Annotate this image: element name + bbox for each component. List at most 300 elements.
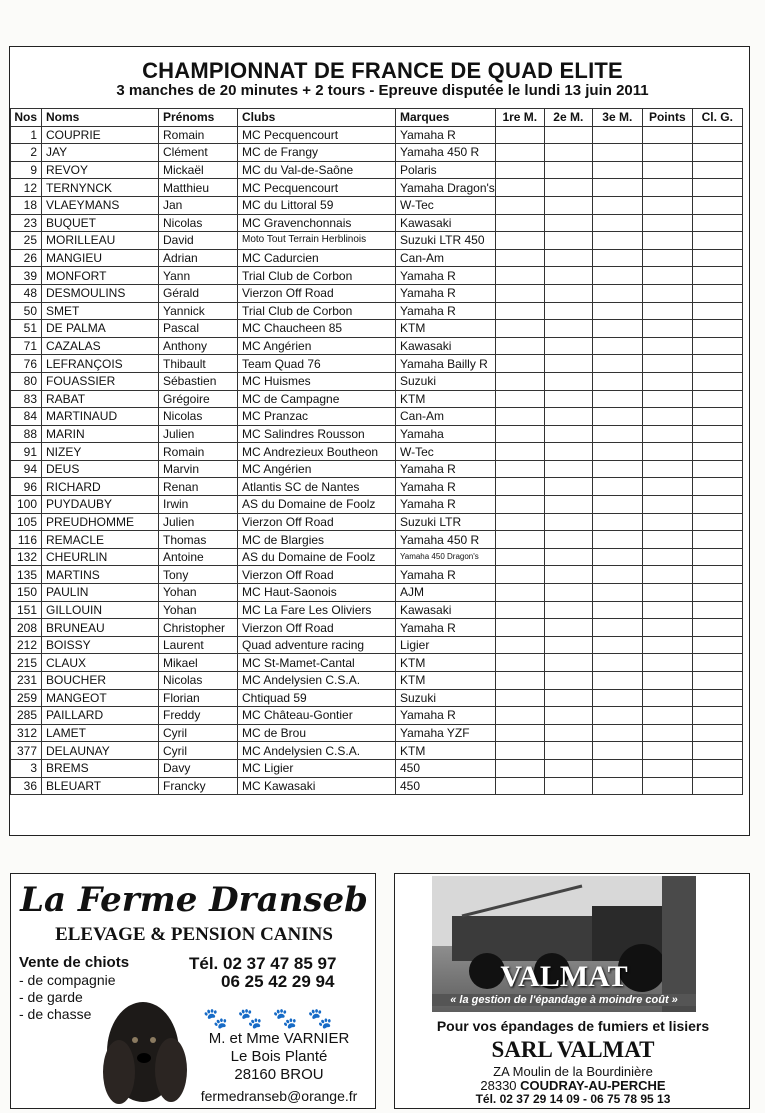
cell-classement (692, 284, 742, 302)
valmat-city: COUDRAY-AU-PERCHE (520, 1078, 666, 1093)
cell-manche-3 (592, 742, 642, 760)
cell-points (642, 161, 692, 179)
cell-no: 116 (11, 531, 42, 549)
cell-nom: CHEURLIN (42, 548, 159, 566)
table-row (11, 337, 743, 355)
dog-image (101, 992, 191, 1110)
valmat-tagline: Pour vos épandages de fumiers et lisiers (436, 1018, 710, 1034)
cell-points (642, 408, 692, 426)
cell-points (642, 672, 692, 690)
cell-prenom: Thomas (159, 531, 238, 549)
cell-no: 80 (11, 372, 42, 390)
cell-marque: Yamaha R (396, 126, 496, 144)
cell-marque: Yamaha Bailly R (396, 355, 496, 373)
table-row (11, 425, 743, 443)
table-row (11, 759, 743, 777)
table-row (11, 777, 743, 795)
cell-club: Team Quad 76 (238, 355, 396, 373)
cell-nom: CAZALAS (42, 337, 159, 355)
cell-club: MC Gravenchonnais (238, 214, 396, 232)
cell-marque: KTM (396, 672, 496, 690)
cell-club: Trial Club de Corbon (238, 302, 396, 320)
cell-nom: NIZEY (42, 443, 159, 461)
cell-no: 26 (11, 249, 42, 267)
ferme-place: Le Bois Planté (230, 1048, 328, 1065)
cell-prenom: Laurent (159, 636, 238, 654)
cell-manche-2 (544, 144, 592, 162)
cell-classement (692, 302, 742, 320)
cell-no: 151 (11, 601, 42, 619)
cell-prenom: Clément (159, 144, 238, 162)
cell-manche-2 (544, 372, 592, 390)
cell-marque: 450 (396, 777, 496, 795)
cell-no: 100 (11, 496, 42, 514)
cell-manche-2 (544, 548, 592, 566)
cell-no: 105 (11, 513, 42, 531)
table-row (11, 619, 743, 637)
table-row (11, 672, 743, 690)
cell-manche-3 (592, 619, 642, 637)
cell-no: 3 (11, 759, 42, 777)
cell-prenom: Antoine (159, 548, 238, 566)
cell-manche-3 (592, 267, 642, 285)
cell-marque: Kawasaki (396, 601, 496, 619)
cell-points (642, 513, 692, 531)
cell-points (642, 742, 692, 760)
cell-club: MC Angérien (238, 337, 396, 355)
cell-nom: BOUCHER (42, 672, 159, 690)
cell-classement (692, 320, 742, 338)
cell-manche-1 (495, 707, 544, 725)
cell-nom: PUYDAUBY (42, 496, 159, 514)
cell-manche-2 (544, 777, 592, 795)
cell-manche-2 (544, 460, 592, 478)
header-nom: Noms (42, 109, 159, 127)
cell-classement (692, 601, 742, 619)
cell-club: Vierzon Off Road (238, 619, 396, 637)
cell-prenom: Pascal (159, 320, 238, 338)
cell-no: 231 (11, 672, 42, 690)
cell-manche-1 (495, 214, 544, 232)
table-row (11, 390, 743, 408)
cell-no: 208 (11, 619, 42, 637)
cell-manche-2 (544, 443, 592, 461)
cell-marque: Yamaha (396, 425, 496, 443)
cell-nom: LEFRANÇOIS (42, 355, 159, 373)
cell-points (642, 390, 692, 408)
cell-points (642, 707, 692, 725)
cell-prenom: Nicolas (159, 214, 238, 232)
cell-manche-3 (592, 531, 642, 549)
cell-marque: Yamaha R (396, 566, 496, 584)
cell-classement (692, 355, 742, 373)
cell-club: MC Ligier (238, 759, 396, 777)
cell-manche-3 (592, 689, 642, 707)
cell-no: 9 (11, 161, 42, 179)
cell-classement (692, 566, 742, 584)
cell-prenom: Tony (159, 566, 238, 584)
header-prenom: Prénoms (159, 109, 238, 127)
cell-marque: Polaris (396, 161, 496, 179)
cell-manche-3 (592, 284, 642, 302)
table-row (11, 144, 743, 162)
cell-manche-2 (544, 636, 592, 654)
cell-manche-3 (592, 759, 642, 777)
cell-nom: RABAT (42, 390, 159, 408)
cell-manche-2 (544, 355, 592, 373)
cell-manche-1 (495, 337, 544, 355)
cell-manche-3 (592, 372, 642, 390)
cell-manche-2 (544, 689, 592, 707)
cell-nom: CLAUX (42, 654, 159, 672)
cell-club: MC Pecquencourt (238, 126, 396, 144)
cell-manche-3 (592, 302, 642, 320)
cell-classement (692, 478, 742, 496)
cell-points (642, 355, 692, 373)
ferme-tel-2: 06 25 42 29 94 (221, 972, 335, 991)
cell-marque: W-Tec (396, 443, 496, 461)
cell-nom: BRUNEAU (42, 619, 159, 637)
cell-points (642, 531, 692, 549)
table-row (11, 636, 743, 654)
table-row (11, 531, 743, 549)
cell-no: 25 (11, 232, 42, 250)
cell-manche-3 (592, 636, 642, 654)
cell-manche-1 (495, 724, 544, 742)
cell-points (642, 284, 692, 302)
cell-prenom: Sébastien (159, 372, 238, 390)
cell-classement (692, 742, 742, 760)
cell-marque: Yamaha 450 R (396, 531, 496, 549)
cell-points (642, 654, 692, 672)
cell-points (642, 302, 692, 320)
table-row (11, 214, 743, 232)
cell-manche-3 (592, 390, 642, 408)
cell-manche-1 (495, 777, 544, 795)
cell-club: Vierzon Off Road (238, 513, 396, 531)
cell-manche-2 (544, 302, 592, 320)
cell-marque: AJM (396, 584, 496, 602)
cell-club: MC Kawasaki (238, 777, 396, 795)
cell-club: MC Cadurcien (238, 249, 396, 267)
cell-manche-2 (544, 267, 592, 285)
cell-club: MC Andrezieux Boutheon (238, 443, 396, 461)
cell-no: 312 (11, 724, 42, 742)
cell-manche-2 (544, 337, 592, 355)
cell-club: MC Chaucheen 85 (238, 320, 396, 338)
cell-manche-3 (592, 196, 642, 214)
cell-club: MC Huismes (238, 372, 396, 390)
table-row (11, 179, 743, 197)
header-points: Points (642, 109, 692, 127)
cell-nom: LAMET (42, 724, 159, 742)
cell-manche-3 (592, 460, 642, 478)
valmat-city-line (395, 1078, 751, 1093)
cell-prenom: Yann (159, 267, 238, 285)
cell-points (642, 179, 692, 197)
cell-club: MC du Littoral 59 (238, 196, 396, 214)
cell-marque: W-Tec (396, 196, 496, 214)
cell-nom: MONFORT (42, 267, 159, 285)
cell-no: 51 (11, 320, 42, 338)
cell-manche-2 (544, 214, 592, 232)
cell-prenom: Mikael (159, 654, 238, 672)
table-row (11, 689, 743, 707)
table-row (11, 284, 743, 302)
cell-marque: Can-Am (396, 408, 496, 426)
cell-points (642, 126, 692, 144)
cell-no: 91 (11, 443, 42, 461)
cell-nom: FOUASSIER (42, 372, 159, 390)
cell-points (642, 372, 692, 390)
table-row (11, 548, 743, 566)
cell-prenom: Adrian (159, 249, 238, 267)
cell-marque: Yamaha R (396, 460, 496, 478)
cell-prenom: David (159, 232, 238, 250)
cell-manche-3 (592, 584, 642, 602)
cell-manche-3 (592, 355, 642, 373)
cell-club: MC Pranzac (238, 408, 396, 426)
cell-manche-2 (544, 654, 592, 672)
tractor-photo (432, 876, 696, 1012)
cell-marque: Ligier (396, 636, 496, 654)
valmat-company: SARL VALMAT (491, 1037, 655, 1062)
cell-classement (692, 161, 742, 179)
cell-manche-1 (495, 302, 544, 320)
ferme-vente: Vente de chiots (19, 954, 130, 971)
cell-club: MC du Val-de-Saône (238, 161, 396, 179)
cell-classement (692, 214, 742, 232)
cell-nom: MANGEOT (42, 689, 159, 707)
cell-manche-2 (544, 496, 592, 514)
cell-nom: GILLOUIN (42, 601, 159, 619)
cell-club: Moto Tout Terrain Herblinois (238, 232, 396, 250)
table-row (11, 724, 743, 742)
cell-nom: MARIN (42, 425, 159, 443)
cell-manche-1 (495, 672, 544, 690)
cell-classement (692, 443, 742, 461)
cell-manche-1 (495, 460, 544, 478)
cell-nom: PAILLARD (42, 707, 159, 725)
cell-prenom: Anthony (159, 337, 238, 355)
cell-manche-2 (544, 179, 592, 197)
page-subtitle: 3 manches de 20 minutes + 2 tours - Epreuve disputée le lundi 13 juin 2011 (116, 82, 649, 99)
cell-club: AS du Domaine de Foolz (238, 496, 396, 514)
cell-classement (692, 672, 742, 690)
paw-prints-icon: 🐾🐾🐾🐾 (203, 1008, 343, 1030)
cell-manche-3 (592, 249, 642, 267)
cell-manche-3 (592, 320, 642, 338)
cell-club: MC de Campagne (238, 390, 396, 408)
cell-manche-1 (495, 513, 544, 531)
cell-nom: MORILLEAU (42, 232, 159, 250)
cell-manche-1 (495, 249, 544, 267)
cell-points (642, 249, 692, 267)
cell-classement (692, 408, 742, 426)
cell-manche-1 (495, 126, 544, 144)
ad-valmat (394, 873, 750, 1109)
cell-classement (692, 390, 742, 408)
table-row (11, 584, 743, 602)
ferme-logo-text: La Ferme Dranseb (20, 880, 368, 920)
cell-no: 18 (11, 196, 42, 214)
cell-prenom: Matthieu (159, 179, 238, 197)
header-classement: Cl. G. (692, 109, 742, 127)
valmat-tel: Tél. 02 37 29 14 09 - 06 75 78 95 13 (475, 1092, 671, 1106)
cell-no: 76 (11, 355, 42, 373)
cell-no: 285 (11, 707, 42, 725)
cell-classement (692, 619, 742, 637)
cell-classement (692, 232, 742, 250)
table-row (11, 460, 743, 478)
results-table (10, 108, 743, 795)
cell-manche-2 (544, 232, 592, 250)
cell-manche-1 (495, 196, 544, 214)
cell-marque: Yamaha YZF (396, 724, 496, 742)
table-row (11, 478, 743, 496)
cell-points (642, 443, 692, 461)
cell-manche-1 (495, 284, 544, 302)
cell-club: MC Andelysien C.S.A. (238, 742, 396, 760)
cell-marque: Can-Am (396, 249, 496, 267)
table-row (11, 267, 743, 285)
cell-classement (692, 531, 742, 549)
cell-points (642, 196, 692, 214)
cell-manche-1 (495, 601, 544, 619)
cell-marque: KTM (396, 742, 496, 760)
cell-prenom: Nicolas (159, 408, 238, 426)
cell-no: 88 (11, 425, 42, 443)
cell-manche-1 (495, 144, 544, 162)
cell-manche-2 (544, 742, 592, 760)
cell-manche-2 (544, 566, 592, 584)
cell-manche-2 (544, 249, 592, 267)
cell-club: MC Château-Gontier (238, 707, 396, 725)
cell-classement (692, 496, 742, 514)
cell-marque: Suzuki (396, 689, 496, 707)
cell-manche-1 (495, 566, 544, 584)
cell-marque: Suzuki LTR (396, 513, 496, 531)
cell-no: 94 (11, 460, 42, 478)
cell-manche-2 (544, 619, 592, 637)
cell-points (642, 584, 692, 602)
header-manche-3: 3e M. (592, 109, 642, 127)
cell-club: MC de Blargies (238, 531, 396, 549)
list-item: - de garde (19, 989, 83, 1005)
cell-prenom: Francky (159, 777, 238, 795)
cell-manche-2 (544, 390, 592, 408)
table-row (11, 654, 743, 672)
cell-marque: Yamaha R (396, 496, 496, 514)
ferme-subtitle: ELEVAGE & PENSION CANINS (55, 924, 333, 945)
cell-classement (692, 707, 742, 725)
cell-classement (692, 126, 742, 144)
table-row (11, 742, 743, 760)
cell-manche-3 (592, 443, 642, 461)
cell-classement (692, 548, 742, 566)
cell-no: 377 (11, 742, 42, 760)
cell-nom: PAULIN (42, 584, 159, 602)
cell-prenom: Julien (159, 513, 238, 531)
cell-points (642, 777, 692, 795)
cell-nom: REMACLE (42, 531, 159, 549)
cell-marque: Yamaha 450 R (396, 144, 496, 162)
ferme-tel-1: Tél. 02 37 47 85 97 (189, 954, 337, 973)
list-item: - de chasse (19, 1006, 92, 1022)
cell-marque: Yamaha 450 Dragon's (396, 548, 496, 566)
cell-points (642, 214, 692, 232)
cell-nom: PREUDHOMME (42, 513, 159, 531)
cell-manche-2 (544, 584, 592, 602)
table-row (11, 601, 743, 619)
cell-points (642, 724, 692, 742)
cell-manche-2 (544, 126, 592, 144)
cell-manche-2 (544, 425, 592, 443)
cell-manche-3 (592, 126, 642, 144)
cell-prenom: Irwin (159, 496, 238, 514)
cell-nom: VLAEYMANS (42, 196, 159, 214)
cell-nom: REVOY (42, 161, 159, 179)
cell-marque: Yamaha R (396, 267, 496, 285)
cell-manche-3 (592, 161, 642, 179)
cell-manche-3 (592, 724, 642, 742)
cell-nom: RICHARD (42, 478, 159, 496)
cell-manche-3 (592, 601, 642, 619)
header-manche-2: 2e M. (544, 109, 592, 127)
cell-no: 84 (11, 408, 42, 426)
cell-points (642, 759, 692, 777)
cell-nom: MANGIEU (42, 249, 159, 267)
cell-nom: BLEUART (42, 777, 159, 795)
cell-nom: TERNYNCK (42, 179, 159, 197)
header-club: Clubs (238, 109, 396, 127)
cell-manche-1 (495, 636, 544, 654)
table-row (11, 566, 743, 584)
header-manche-1: 1re M. (495, 109, 544, 127)
cell-manche-3 (592, 214, 642, 232)
cell-nom: DESMOULINS (42, 284, 159, 302)
cell-no: 50 (11, 302, 42, 320)
cell-manche-1 (495, 689, 544, 707)
cell-club: MC St-Mamet-Cantal (238, 654, 396, 672)
cell-classement (692, 759, 742, 777)
cell-manche-3 (592, 496, 642, 514)
cell-prenom: Nicolas (159, 672, 238, 690)
cell-marque: KTM (396, 654, 496, 672)
page-title: CHAMPIONNAT DE FRANCE DE QUAD ELITE (142, 58, 623, 83)
cell-manche-2 (544, 161, 592, 179)
cell-manche-3 (592, 548, 642, 566)
table-row (11, 355, 743, 373)
cell-nom: BOISSY (42, 636, 159, 654)
cell-marque: Kawasaki (396, 337, 496, 355)
cell-manche-3 (592, 478, 642, 496)
cell-no: 23 (11, 214, 42, 232)
cell-manche-1 (495, 531, 544, 549)
cell-prenom: Jan (159, 196, 238, 214)
table-row (11, 302, 743, 320)
cell-marque: Kawasaki (396, 214, 496, 232)
cell-nom: COUPRIE (42, 126, 159, 144)
cell-classement (692, 513, 742, 531)
cell-no: 39 (11, 267, 42, 285)
cell-manche-3 (592, 707, 642, 725)
cell-no: 215 (11, 654, 42, 672)
cell-nom: JAY (42, 144, 159, 162)
cell-prenom: Freddy (159, 707, 238, 725)
cell-classement (692, 777, 742, 795)
cell-prenom: Cyril (159, 742, 238, 760)
